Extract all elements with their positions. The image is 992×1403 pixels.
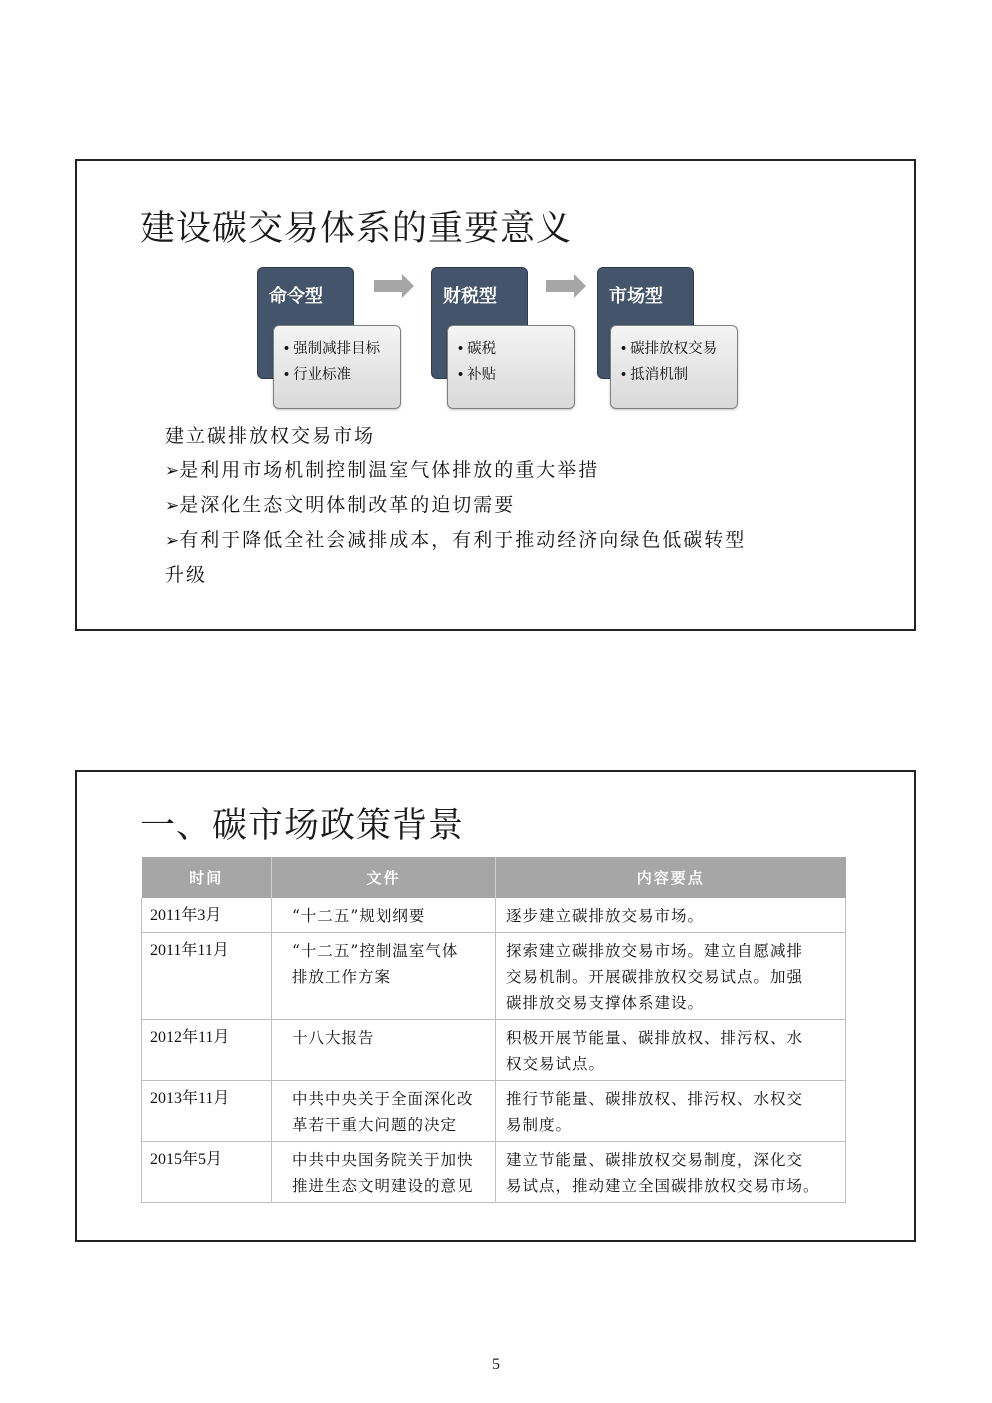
cell-content: 建立节能量、碳排放权交易制度，深化交 易试点，推动建立全国碳排放权交易市场。 [496,1142,846,1203]
text-heading: 建立碳排放权交易市场 [165,425,376,447]
cell-content: 探索建立碳排放交易市场。建立自愿减排 交易机制。开展碳排放权交易试点。加强 碳排放交易支撑体系建设。 [496,933,846,1020]
table-row [142,933,846,1020]
cell-content: 积极开展节能量、碳排放权、排污权、水 权交易试点。 [496,1020,846,1081]
bullet-dot: • [284,341,290,357]
stage-item: • 行业标准 [284,367,352,383]
bullet-dot: • [284,367,290,383]
cell-time: 2012年11月 [142,1020,272,1081]
cell-document: “十二五”规划纲要 [272,898,496,933]
cell-time: 2011年11月 [142,933,272,1020]
stage-item: • 碳排放权交易 [621,341,718,357]
cell-document: 中共中央国务院关于加快 推进生态文明建设的意见 [272,1142,496,1203]
bullet-point: ➢是深化生态文明体制改革的迫切需要 [165,494,516,516]
column-header-content: 内容要点 [496,857,846,898]
bullet-point: ➢有利于降低全社会减排成本，有利于推动经济向绿色低碳转型 [165,529,747,551]
column-header-document: 文件 [272,857,496,898]
table-row [142,898,846,933]
cell-content: 逐步建立碳排放交易市场。 [496,898,846,933]
slide-title: 建设碳交易体系的重要意义 [140,209,573,249]
right-arrow-icon [546,274,586,298]
significance-text [165,419,865,592]
stage-header-market: 市场型 [597,267,694,379]
bullet-dot: • [458,341,464,357]
bullet-continuation: 升级 [165,564,208,586]
stage-header-fiscal: 财税型 [431,267,528,379]
bullet-dot: • [458,367,464,383]
stage-box-command [273,325,401,409]
stage-item: • 碳税 [458,341,497,357]
cell-time: 2015年5月 [142,1142,272,1203]
bullet-dot: • [621,341,627,357]
bullet-dot: • [621,367,627,383]
arrow-bullet-icon: ➢ [165,531,180,551]
table-row [142,1142,846,1203]
slide-title: 一、碳市场政策背景 [140,806,465,846]
cell-time: 2013年11月 [142,1081,272,1142]
column-header-time: 时间 [142,857,272,898]
arrow-bullet-icon: ➢ [165,496,180,516]
stage-box-fiscal [447,325,575,409]
cell-time: 2011年3月 [142,898,272,933]
slide-significance [75,159,916,631]
stage-box-market [610,325,738,409]
right-arrow-icon [374,274,414,298]
table-row [142,1081,846,1142]
cell-content: 推行节能量、碳排放权、排污权、水权交 易制度。 [496,1081,846,1142]
bullet-point: ➢是利用市场机制控制温室气体排放的重大举措 [165,459,600,481]
cell-document: 十八大报告 [272,1020,496,1081]
stage-item: • 抵消机制 [621,367,689,383]
stage-item: • 强制减排目标 [284,341,381,357]
slide-policy-background [75,770,916,1242]
policy-table [141,857,846,1203]
table-header-row [142,857,846,898]
stage-header-command: 命令型 [257,267,354,379]
cell-document: “十二五”控制温室气体 排放工作方案 [272,933,496,1020]
table-row [142,1020,846,1081]
stage-item: • 补贴 [458,367,497,383]
cell-document: 中共中央关于全面深化改 革若干重大问题的决定 [272,1081,496,1142]
arrow-bullet-icon: ➢ [165,461,180,481]
page-number: 5 [492,1356,500,1373]
